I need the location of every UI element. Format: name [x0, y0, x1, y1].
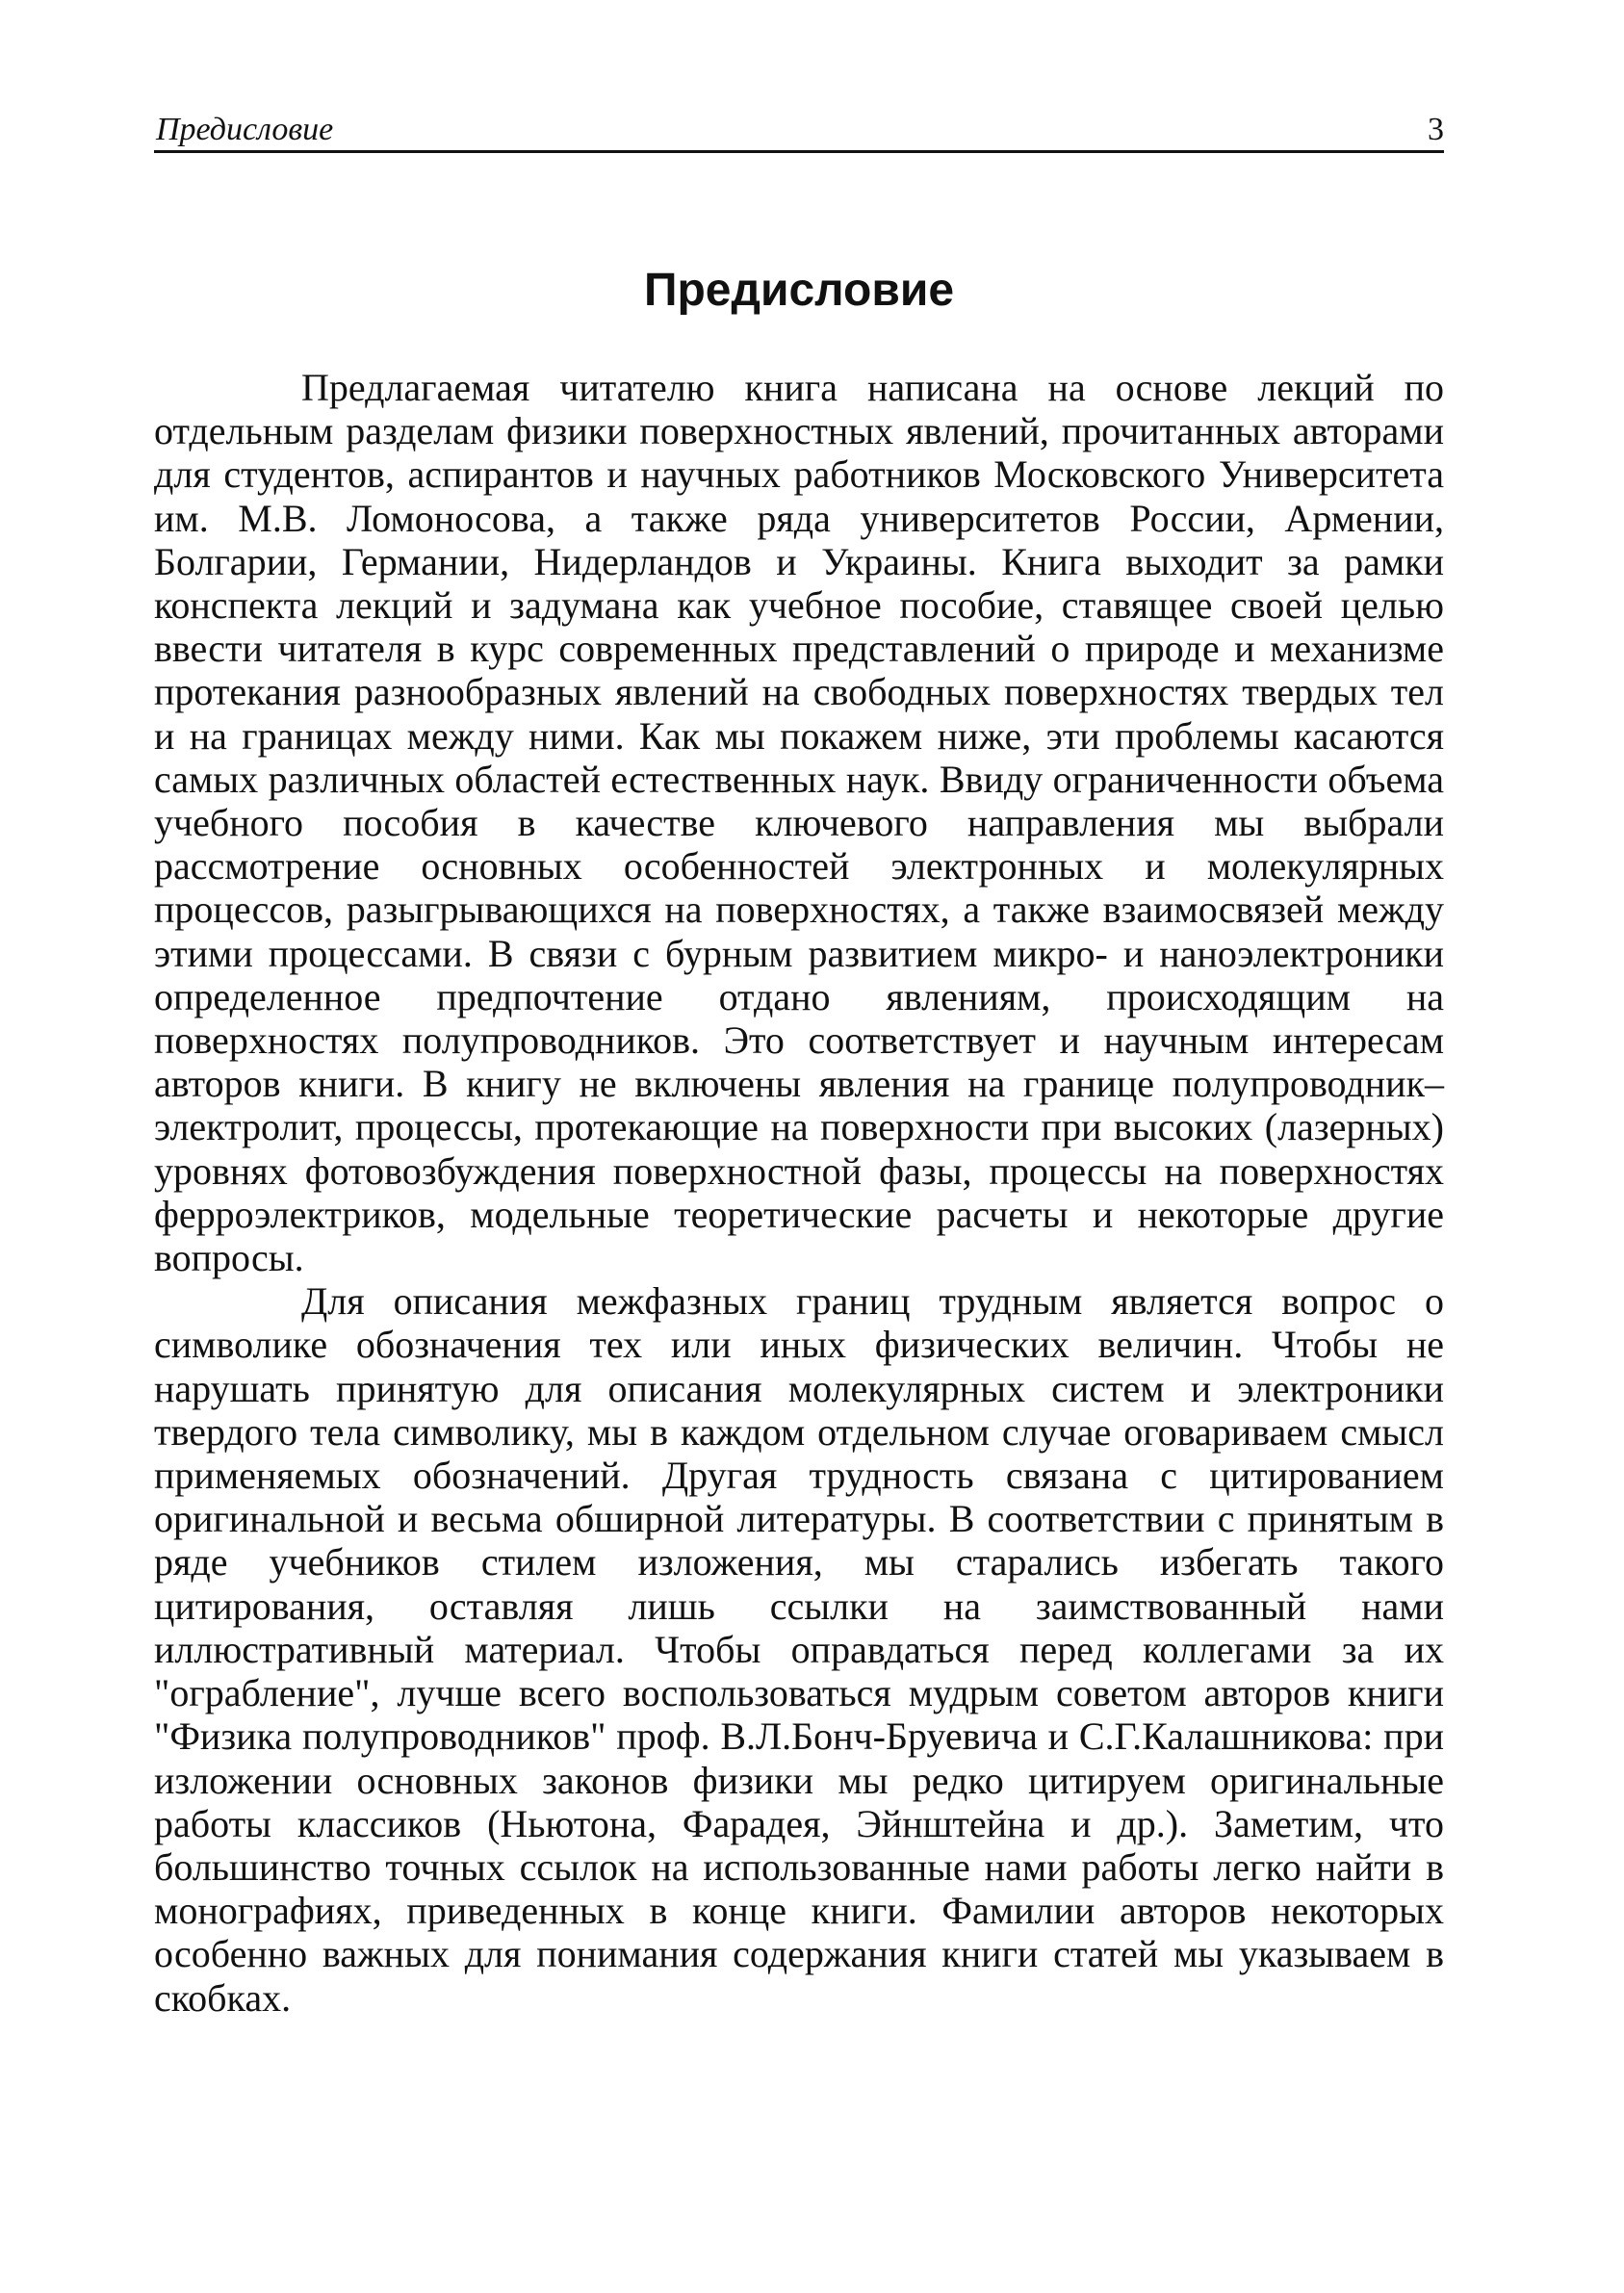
- page-number: 3: [1428, 112, 1444, 147]
- paragraph-2: Для описания межфазных границ трудным является вопрос о символике обозначения тех или иных физических величин. Чтобы не нарушать принятую для описания молекулярных систем и электроники твердого тела символику, мы в каждом отдельном случае оговариваем смысл применяемых обозначений. Другая трудность связана с цитированием оригинальной и весьма обширной литературы. В соответствии с принятым в ряде учебников стилем изложения, мы старались избегать такого цитирования, оставляя лишь ссылки на заимствованный нами иллюстративный материал. Чтобы оправдаться перед коллегами за их "ограбление", лучше всего воспользоваться мудрым советом авторов книги "Физика полупроводников" проф. В.Л.Бонч-Бруевича и С.Г.Калашникова: при изложении основных законов физики мы редко цитируем оригинальные работы классиков (Ньютона, Фарадея, Эйнштейна и др.). Заметим, что большинство точных ссылок на использованные нами работы легко найти в монографиях, приведенных в конце книги. Фамилии авторов некоторых особенно важных для понимания содержания книги статей мы указываем в скобках.: [154, 1279, 1444, 2020]
- body-text: [154, 366, 1444, 2020]
- running-header: [154, 112, 1444, 153]
- chapter-title: Предисловие: [643, 265, 955, 316]
- paragraph-1: Предлагаемая читателю книга написана на основе лекций по отдельным разделам физики поверхностных явлений, прочитанных авторами для студентов, аспирантов и научных работников Московского Университета им. М.В. Ломоносова, а также ряда университетов России, Армении, Болгарии, Германии, Нидерландов и Украины. Книга выходит за рамки конспекта лекций и задумана как учебное пособие, ставящее своей целью ввести читателя в курс современных представлений о природе и механизме протекания разнообразных явлений на свободных поверхностях твердых тел и на границах между ними. Как мы покажем ниже, эти проблемы касаются самых различных областей естественных наук. Ввиду ограниченности объема учебного пособия в качестве ключевого направления мы выбрали рассмотрение основных особенностей электронных и молекулярных процессов, разыгрывающихся на поверхностях, а также взаимосвязей между этими процессами. В связи с бурным развитием микро- и наноэлектроники определенное предпочтение отдано явлениям, происходящим на поверхностях полупроводников. Это соответствует и научным интересам авторов книги. В книгу не включены явления на границе полупроводник–электролит, процессы, протекающие на поверхности при высоких (лазерных) уровнях фотовозбуждения поверхностной фазы, процессы на поверхностях ферроэлектриков, модельные теоретические расчеты и некоторые другие вопросы.: [154, 366, 1444, 1280]
- running-title: Предисловие: [156, 112, 334, 147]
